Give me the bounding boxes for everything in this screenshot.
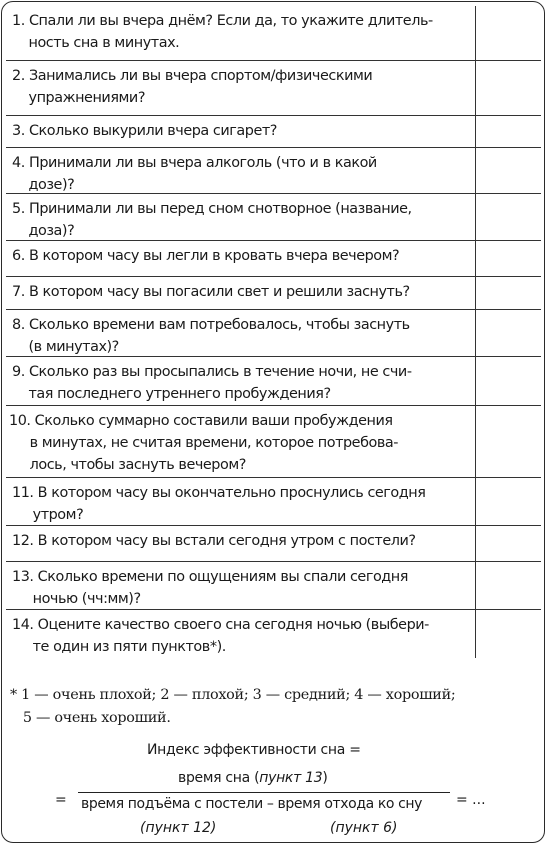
question-text-1: 1. Спали ли вы вчера днём? Если да, то укажите длитель- ность сна в минутах. <box>12 13 433 51</box>
answer-cell-8[interactable] <box>475 310 541 356</box>
answer-cell-13[interactable] <box>475 562 541 609</box>
footnote-scale: * 1 — очень плохой; 2 — плохой; 3 — средний; 4 — хороший; 5 — очень хороший. <box>10 687 456 726</box>
answer-cell-2[interactable] <box>475 61 541 115</box>
question-row-7 <box>6 277 541 310</box>
answer-cell-3[interactable] <box>475 116 541 147</box>
question-text-10: 10. Сколько суммарно составили ваши пробуждения в минутах, не считая времени, которое потребова- лось, чтобы заснуть вечером? <box>9 413 399 473</box>
question-text-8: 8. Сколько времени вам потребовалось, чтобы заснуть (в минутах)? <box>12 317 410 355</box>
question-text-14: 14. Оцените качество своего сна сегодня ночью (выбери- те один из пяти пунктов*). <box>12 617 429 655</box>
question-text-12: 12. В котором часу вы встали сегодня утром с постели? <box>12 533 416 549</box>
question-row-1 <box>6 6 541 61</box>
question-text-13: 13. Сколько времени по ощущениям вы спали сегодня ночью (чч:мм)? <box>12 569 408 607</box>
answer-cell-7[interactable] <box>475 277 541 309</box>
question-text-2: 2. Занимались ли вы вчера спортом/физическими упражнениями? <box>12 68 373 106</box>
question-row-11 <box>6 478 541 526</box>
question-row-12 <box>6 526 541 562</box>
numerator-text: время сна ( <box>178 770 260 786</box>
question-text-4: 4. Принимали ли вы вчера алкоголь (что и в какой дозе)? <box>12 155 377 193</box>
question-text-6: 6. В котором часу вы легли в кровать вчера вечером? <box>12 248 400 264</box>
question-row-10 <box>6 406 541 478</box>
question-row-6 <box>6 241 541 277</box>
question-row-8 <box>6 310 541 357</box>
formula-numerator <box>178 770 327 786</box>
question-text-9: 9. Сколько раз вы просыпались в течение ночи, не счи- тая последнего утреннего пробуждения? <box>12 364 412 402</box>
formula-result: = ... <box>456 792 486 808</box>
fraction-line <box>78 792 450 793</box>
question-row-14 <box>6 610 541 658</box>
answer-cell-5[interactable] <box>475 194 541 240</box>
answer-cell-10[interactable] <box>475 406 541 477</box>
formula-title: Индекс эффективности сна = <box>147 742 361 758</box>
question-row-4 <box>6 148 541 194</box>
answer-cell-6[interactable] <box>475 241 541 276</box>
numerator-ref: пункт 13 <box>259 770 323 786</box>
question-row-5 <box>6 194 541 241</box>
answer-cell-14[interactable] <box>475 610 541 658</box>
answer-cell-4[interactable] <box>475 148 541 193</box>
questionnaire-table <box>6 6 541 658</box>
answer-cell-12[interactable] <box>475 526 541 561</box>
question-text-5: 5. Принимали ли вы перед сном снотворное (название, доза)? <box>12 201 412 239</box>
formula-sub-left: (пункт 12) <box>140 820 217 836</box>
formula-equals: = <box>55 792 67 808</box>
formula-sub-right: (пункт 6) <box>330 820 398 836</box>
question-text-3: 3. Сколько выкурили вчера сигарет? <box>12 123 277 139</box>
formula-denominator: время подъёма с постели – время отхода ко сну <box>81 796 423 812</box>
question-row-13 <box>6 562 541 610</box>
answer-cell-11[interactable] <box>475 478 541 525</box>
numerator-close: ) <box>322 770 328 786</box>
question-text-11: 11. В котором часу вы окончательно проснулись сегодня утром? <box>12 485 426 523</box>
question-row-2 <box>6 61 541 116</box>
question-row-9 <box>6 357 541 406</box>
question-row-3 <box>6 116 541 148</box>
question-text-7: 7. В котором часу вы погасили свет и решили заснуть? <box>12 284 410 300</box>
answer-cell-9[interactable] <box>475 357 541 405</box>
answer-cell-1[interactable] <box>475 6 541 60</box>
